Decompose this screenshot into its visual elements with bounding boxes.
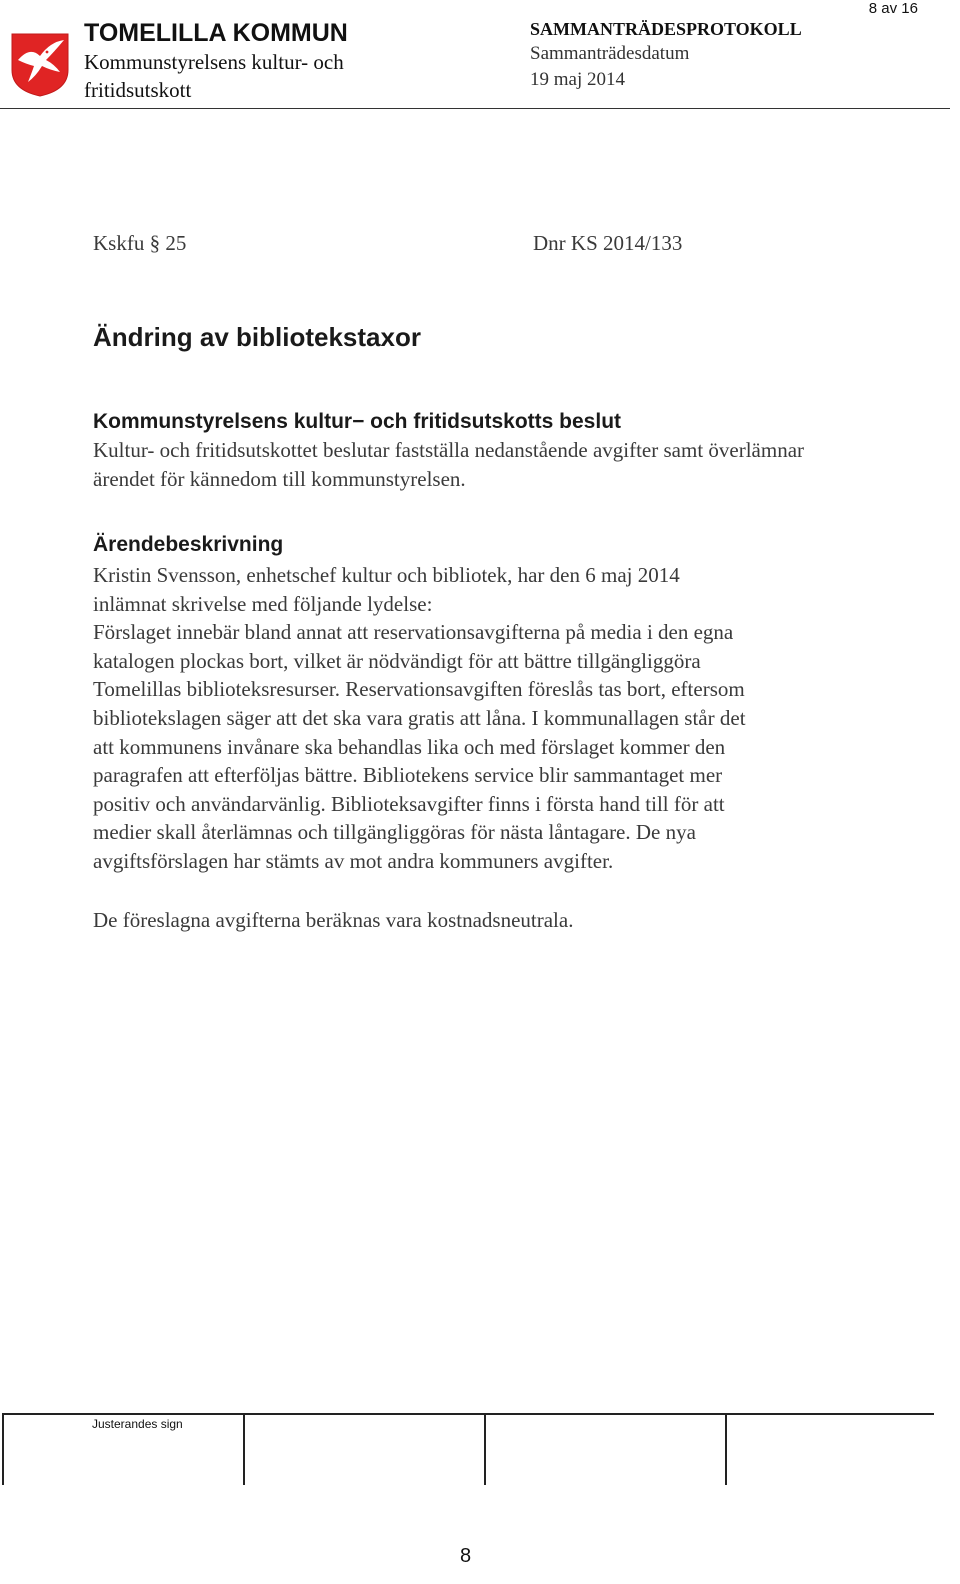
description-line: avgiftsförslagen har stämts av mot andra kommuners avgifter. <box>93 848 614 873</box>
signature-cell <box>243 1415 245 1485</box>
committee-name-line-2: fritidsutskott <box>84 78 192 102</box>
committee-name-line-1: Kommunstyrelsens kultur- och <box>84 50 344 74</box>
description-line: bibliotekslagen säger att det ska vara gratis att låna. I kommunallagen står det <box>93 705 746 730</box>
description-line: katalogen plockas bort, vilket är nödvändigt för att bättre tillgängliggöra <box>93 648 701 673</box>
decision-heading: Kommunstyrelsens kultur− och fritidsutskotts beslut <box>93 410 622 433</box>
description-line: Tomelillas biblioteksresurser. Reservationsavgiften föreslås tas bort, eftersom <box>93 677 745 702</box>
description-line: positiv och användarvänlig. Biblioteksavgifter finns i första hand till för att <box>93 791 725 816</box>
paragraph-reference: Kskfu § 25 <box>93 231 187 255</box>
crowned-seagull-shield-icon <box>10 30 70 98</box>
description-section <box>93 531 873 876</box>
organization-header <box>84 18 504 104</box>
description-line: paragrafen att efterföljas bättre. Bibliotekens service blir sammantaget mer <box>93 763 723 788</box>
description-line: medier skall återlämnas och tillgängliggöras för nästa låntagare. De nya <box>93 820 696 845</box>
page-number: 8 <box>460 1545 472 1567</box>
protocol-title: SAMMANTRÄDESPROTOKOLL <box>530 19 802 39</box>
protocol-header <box>530 17 870 93</box>
description-line: Kristin Svensson, enhetschef kultur och bibliotek, har den 6 maj 2014 <box>93 563 680 587</box>
diary-number: Dnr KS 2014/133 <box>533 231 683 255</box>
signature-cell <box>725 1415 727 1485</box>
closing-statement <box>93 906 873 935</box>
signature-label: Justerandes sign <box>92 1417 183 1431</box>
description-heading: Ärendebeskrivning <box>93 533 284 556</box>
meeting-date-label: Sammanträdesdatum <box>530 43 690 64</box>
org-name: TOMELILLA KOMMUN <box>84 19 348 47</box>
meeting-date-value: 19 maj 2014 <box>530 69 625 90</box>
document-title: Ändring av bibliotekstaxor <box>93 322 421 352</box>
signature-box <box>2 1413 934 1485</box>
page-indicator: 8 av 16 <box>868 0 918 17</box>
description-line: inlämnat skrivelse med följande lydelse: <box>93 591 433 616</box>
description-line: att kommunens invånare ska behandlas lika och med förslaget kommer den <box>93 734 726 759</box>
description-line: Förslaget innebär bland annat att reservationsavgifterna på media i den egna <box>93 620 734 645</box>
closing-text: De föreslagna avgifterna beräknas vara kostnadsneutrala. <box>93 908 574 932</box>
decision-section <box>93 408 863 494</box>
signature-cell <box>2 1415 4 1485</box>
decision-text: Kultur- och fritidsutskottet beslutar fastställa nedanstående avgifter samt överlämnar ärendet för kännedom till kommunstyrelsen. <box>93 438 805 491</box>
header-divider <box>0 108 950 109</box>
signature-cell <box>484 1415 486 1485</box>
